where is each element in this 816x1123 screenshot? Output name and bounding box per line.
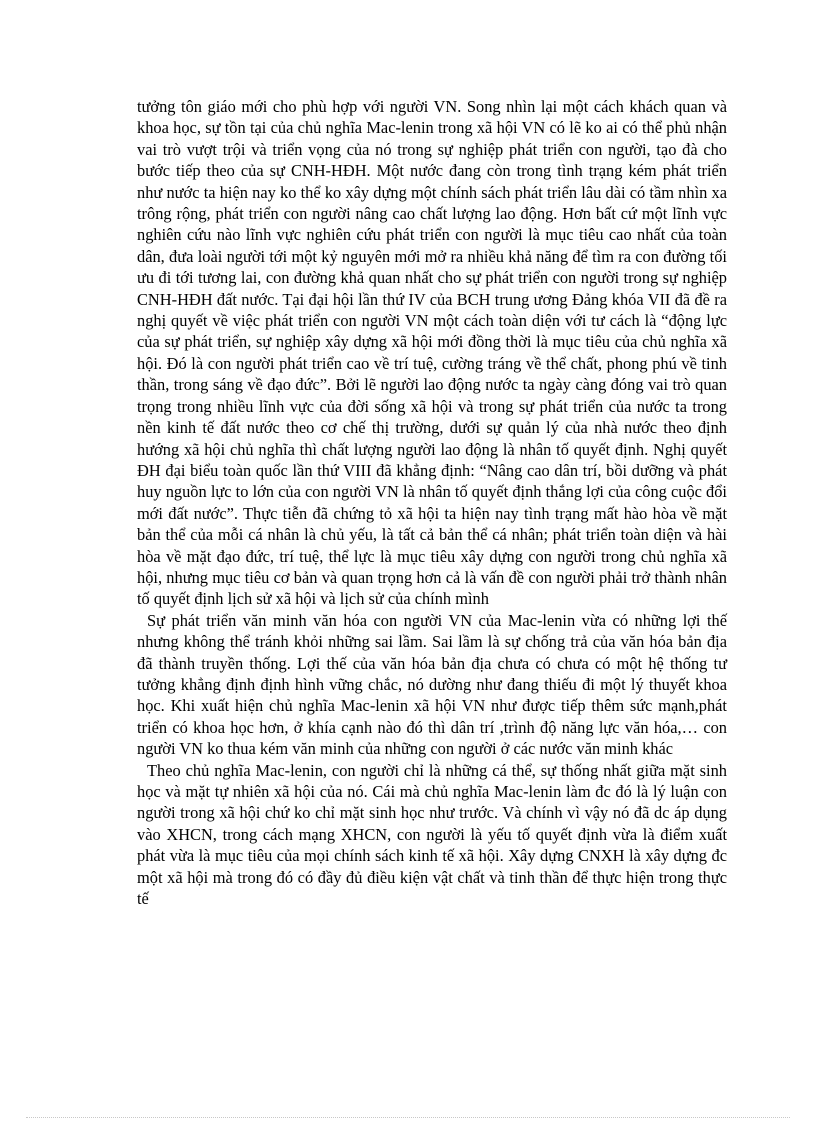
paragraph: Theo chủ nghĩa Mac-lenin, con người chỉ là những cá thể, sự thống nhất giữa mặt sinh học và mặt tự nhiên xã hội của nó. Cái mà chủ nghĩa Mac-lenin làm đc đó là lý luận con người trong xã hội chứ ko chỉ mặt sinh học như trước. Và chính vì vậy nó đã dc áp dụng vào XHCN, trong cách mạng XHCN, con người là yếu tố quyết định vừa là điểm xuất phát vừa là mục tiêu của mọi chính sách kinh tế xã hội. Xây dựng CNXH là xây dựng đc một xã hội mà trong đó có đầy đủ điều kiện vật chất và tinh thần để thực hiện trong thực tế [137,760,727,909]
page-bottom-border [26,1117,790,1118]
document-body [137,96,727,909]
paragraph: Sự phát triển văn minh văn hóa con người VN của Mac-lenin vừa có những lợi thế nhưng không thể tránh khỏi những sai lầm. Sai lầm là sự chống trả của văn hóa bản địa đã thành truyền thống. Lợi thế của văn hóa bản địa chưa có chưa có một hệ thống tư tưởng khẳng định định hình vững chắc, nó dường như đang thiếu đi một lý thuyết khoa học. Khi xuất hiện chủ nghĩa Mac-lenin xã hội VN như được tiếp thêm sức mạnh,phát triển có khoa học hơn, ở khía cạnh nào đó thì dân trí ,trình độ năng lực văn hóa,… con người VN ko thua kém văn minh của những con người ở các nước văn minh khác [137,610,727,759]
paragraph: tưởng tôn giáo mới cho phù hợp với người VN. Song nhìn lại một cách khách quan và khoa học, sự tồn tại của chủ nghĩa Mac-lenin trong xã hội VN có lẽ ko ai có thể phủ nhận vai trò vượt trội và triển vọng của nó trong sự nghiệp phát triển con người, tạo đà cho bước tiếp theo của sự CNH-HĐH. Một nước đang còn trong tình trạng kém phát triển như nước ta hiện nay ko thể ko xây dựng một chính sách phát triển lâu dài có tầm nhìn xa trông rộng, phát triển con người nâng cao chất lượng lao động. Hơn bất cứ một lĩnh vực nghiên cứu nào lĩnh vực nghiên cứu phát triển con người là mục tiêu cao nhất của toàn dân, đưa loài người tới một kỷ nguyên mới mở ra nhiều khả năng để tìm ra con đường tối ưu đi tới tương lai, con đường khả quan nhất cho sự phát triển con người trong sự nghiệp CNH-HĐH đất nước. Tại đại hội lần thứ IV của BCH trung ương Đảng khóa VII đã đề ra nghị quyết về việc phát triển con người VN một cách toàn diện với tư cách là “động lực của sự phát triển, sự nghiệp xây dựng xã hội mới đồng thời là mục tiêu của chủ nghĩa xã hội. Đó là con người phát triển cao về trí tuệ, cường tráng về thể chất, phong phú về tinh thần, trong sáng về đạo đức”. Bởi lẽ người lao động nước ta ngày càng đóng vai trò quan trọng trong nhiều lĩnh vực của đời sống xã hội và trong sự phát triển của nước ta trong nền kinh tế đất nước theo cơ chế thị trường, dưới sự quản lý của nhà nước theo định hướng xã hội chủ nghĩa thì chất lượng người lao động là nhân tố quyết định. Nghị quyết ĐH đại biểu toàn quốc lần thứ VIII đã khẳng định: “Nâng cao dân trí, bồi dưỡng và phát huy nguồn lực to lớn của con người VN là nhân tố quyết định thắng lợi của công cuộc đổi mới đất nước”. Thực tiễn đã chứng tỏ xã hội ta hiện nay tình trạng mất hào hòa về mặt bản thể của mỗi cá nhân là chủ yếu, là tất cả bản thể cá nhân; phát triển toàn diện và hài hòa về mặt đạo đức, trí tuệ, thể lực là mục tiêu xây dựng con người trong chủ nghĩa xã hội, nhưng mục tiêu cơ bản và quan trọng hơn cả là vấn đề con người phải trở thành nhân tố quyết định lịch sử xã hội và lịch sử của chính mình [137,97,727,609]
